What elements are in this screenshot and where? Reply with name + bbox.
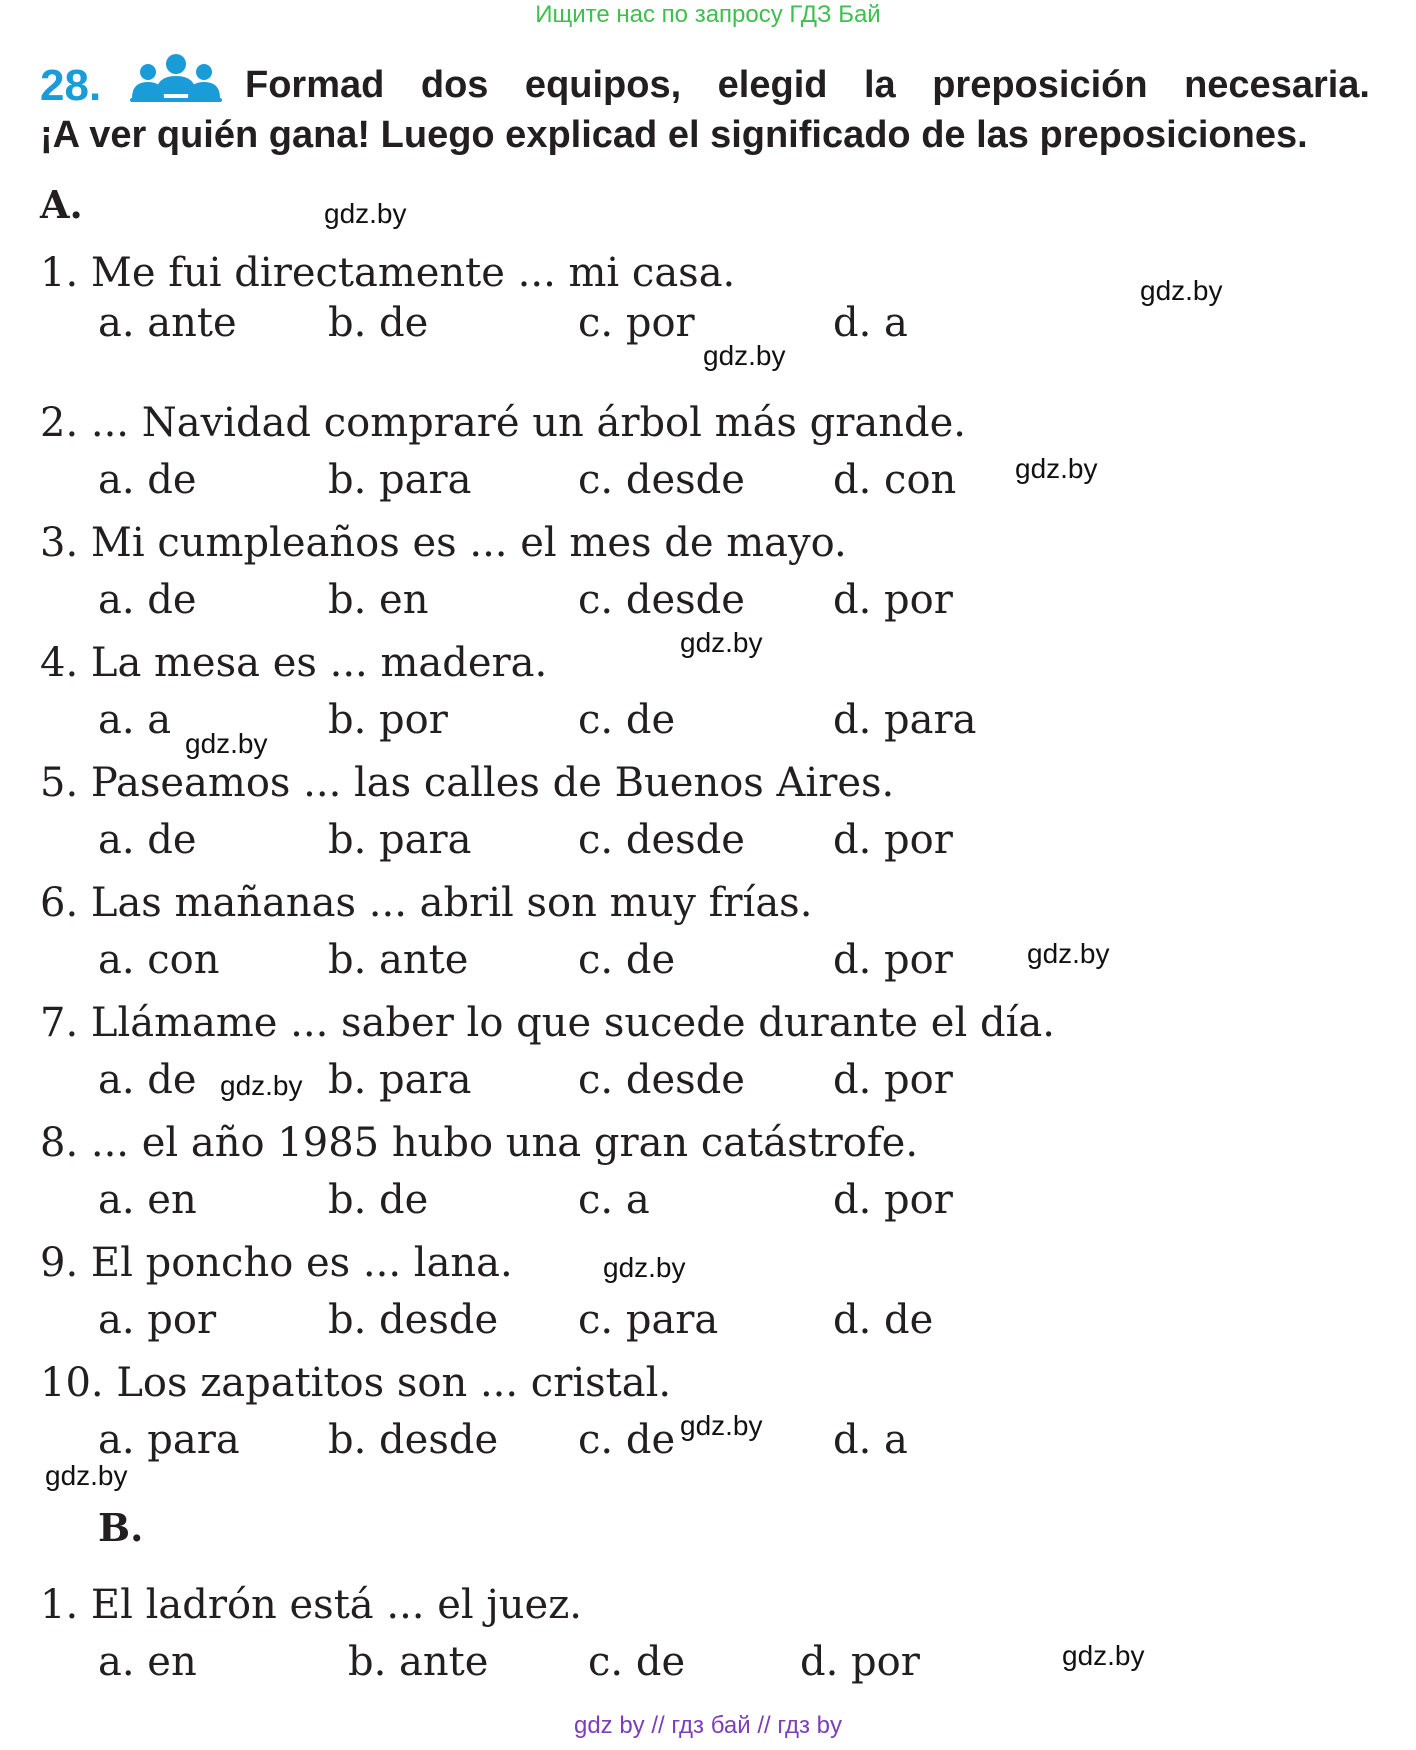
watermark: gdz.by (1062, 1640, 1145, 1671)
option-d[interactable]: d. de (833, 1297, 934, 1343)
option-b[interactable]: b. de (328, 1177, 429, 1223)
option-c[interactable]: c. para (578, 1297, 719, 1343)
option-c[interactable]: c. desde (578, 457, 745, 503)
answer-options (0, 935, 1416, 985)
question-text: 4. La mesa es ... madera. (40, 640, 548, 686)
option-c[interactable]: c. desde (578, 577, 745, 623)
option-d[interactable]: d. a (833, 300, 908, 346)
option-c[interactable]: c. desde (578, 1057, 745, 1103)
question-text: 9. El poncho es ... lana. (40, 1240, 513, 1286)
question-text: 6. Las mañanas ... abril son muy frías. (40, 880, 813, 926)
answer-options (0, 455, 1416, 505)
answer-options (0, 1175, 1416, 1225)
option-b[interactable]: b. en (328, 577, 429, 623)
option-c[interactable]: c. de (578, 697, 676, 743)
watermark: gdz.by (1140, 275, 1223, 306)
watermark: gdz.by (703, 340, 786, 371)
watermark: gdz.by (680, 1410, 763, 1441)
watermark: gdz.by (603, 1252, 686, 1283)
watermark: gdz.by (324, 198, 407, 229)
question-text: 3. Mi cumpleaños es ... el mes de mayo. (40, 520, 847, 566)
answer-options (0, 1637, 1416, 1687)
option-a[interactable]: a. de (98, 457, 197, 503)
section-a-label: A. (40, 182, 83, 227)
watermark: gdz.by (45, 1460, 128, 1491)
exercise-number: 28. (40, 61, 102, 110)
option-c[interactable]: c. de (578, 1417, 676, 1463)
question-text: 1. Me fui directamente ... mi casa. (40, 250, 736, 296)
option-b[interactable]: b. desde (328, 1297, 499, 1343)
option-d[interactable]: d. por (833, 937, 953, 983)
option-d[interactable]: d. por (833, 1177, 953, 1223)
option-b[interactable]: b. ante (348, 1639, 489, 1685)
option-a[interactable]: a. de (98, 577, 197, 623)
group-people-icon (126, 50, 226, 110)
option-a[interactable]: a. en (98, 1639, 197, 1685)
option-b[interactable]: b. para (328, 457, 472, 503)
option-b[interactable]: b. por (328, 697, 448, 743)
option-c[interactable]: c. de (578, 937, 676, 983)
option-a[interactable]: a. de (98, 1057, 197, 1103)
option-c[interactable]: c. de (588, 1639, 686, 1685)
question-text: 8. ... el año 1985 hubo una gran catástrofe. (40, 1120, 919, 1166)
option-a[interactable]: a. ante (98, 300, 237, 346)
question-text: 1. El ladrón está ... el juez. (40, 1582, 583, 1628)
option-a[interactable]: a. a (98, 697, 172, 743)
option-b[interactable]: b. de (328, 300, 429, 346)
section-b-label: B. (98, 1505, 144, 1550)
instruction-line-1: Formad dos equipos, elegid la preposición necesaria. (245, 64, 1370, 106)
option-c[interactable]: c. por (578, 300, 695, 346)
option-b[interactable]: b. para (328, 1057, 472, 1103)
option-d[interactable]: d. para (833, 697, 977, 743)
option-a[interactable]: a. de (98, 817, 197, 863)
question-text: 2. ... Navidad compraré un árbol más grande. (40, 400, 966, 446)
option-d[interactable]: d. por (833, 577, 953, 623)
option-c[interactable]: c. desde (578, 817, 745, 863)
option-d[interactable]: d. por (800, 1639, 920, 1685)
option-d[interactable]: d. a (833, 1417, 908, 1463)
exercise-header (40, 60, 1370, 160)
question-text: 5. Paseamos ... las calles de Buenos Aires. (40, 760, 895, 806)
option-c[interactable]: c. a (578, 1177, 650, 1223)
watermark: gdz.by (1027, 938, 1110, 969)
answer-options (0, 815, 1416, 865)
exercise-instruction (40, 60, 1370, 160)
answer-options (0, 575, 1416, 625)
top-banner: Ищите нас по запросу ГДЗ Бай (535, 1, 881, 28)
option-b[interactable]: b. ante (328, 937, 469, 983)
option-b[interactable]: b. desde (328, 1417, 499, 1463)
watermark: gdz.by (220, 1070, 303, 1101)
option-a[interactable]: a. en (98, 1177, 197, 1223)
option-a[interactable]: a. por (98, 1297, 217, 1343)
question-text: 7. Llámame ... saber lo que sucede durante el día. (40, 1000, 1055, 1046)
question-text: 10. Los zapatitos son ... cristal. (40, 1360, 672, 1406)
option-a[interactable]: a. para (98, 1417, 240, 1463)
option-b[interactable]: b. para (328, 817, 472, 863)
option-d[interactable]: d. por (833, 817, 953, 863)
option-a[interactable]: a. con (98, 937, 220, 983)
watermark: gdz.by (1015, 453, 1098, 484)
answer-options (0, 1055, 1416, 1105)
instruction-line-2: ¡A ver quién gana! Luego explicad el significado de las preposiciones. (40, 114, 1308, 156)
answer-options (0, 1295, 1416, 1345)
option-d[interactable]: d. con (833, 457, 957, 503)
option-d[interactable]: d. por (833, 1057, 953, 1103)
footer-links: gdz by // гдз бай // гдз by (573, 1712, 843, 1739)
watermark: gdz.by (680, 627, 763, 658)
watermark: gdz.by (185, 728, 268, 759)
